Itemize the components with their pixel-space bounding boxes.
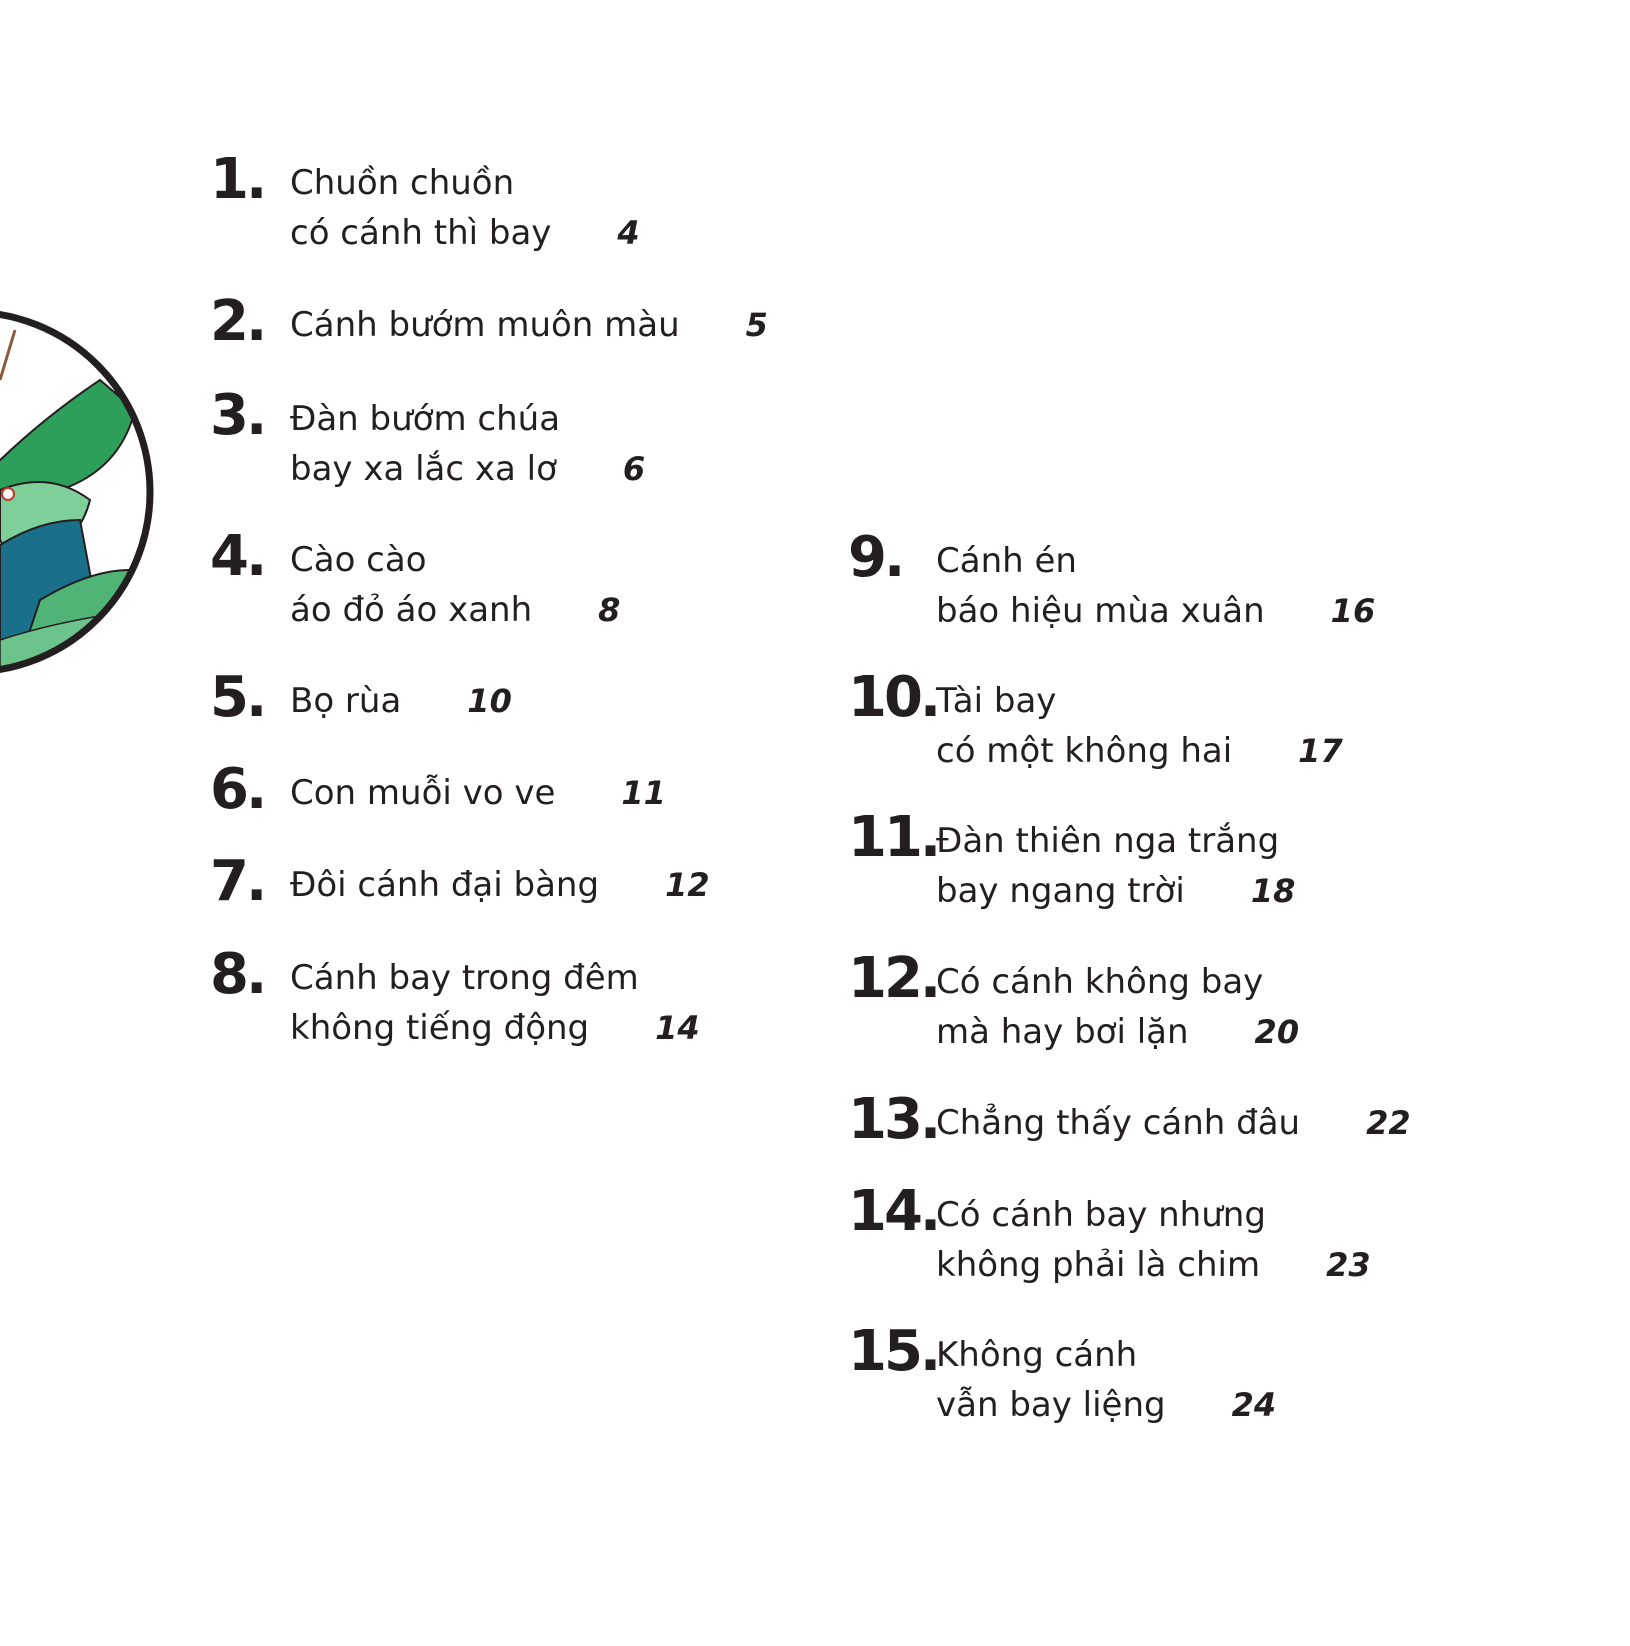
toc-title — [290, 158, 640, 258]
illustration-content — [0, 300, 170, 700]
toc-title-line-text: Đôi cánh đại bàng — [290, 865, 600, 905]
toc-number: 3. — [210, 383, 265, 448]
toc-title-line: Cánh én — [936, 541, 1077, 581]
toc-title — [290, 676, 512, 726]
toc-title-line-text: có cánh thì bay — [290, 213, 552, 253]
toc-title-line: Không cánh — [936, 1335, 1138, 1375]
toc-title-line — [936, 1007, 1299, 1057]
toc-page-number: 17 — [1298, 732, 1343, 770]
toc-title-line-text: Cánh bướm muôn màu — [290, 305, 680, 345]
toc-title — [290, 860, 710, 910]
toc-page-number: 11 — [621, 774, 666, 812]
toc-title — [936, 536, 1375, 636]
toc-title — [936, 1190, 1371, 1290]
insect-illustration-vignette — [0, 0, 170, 720]
toc-title — [290, 300, 768, 350]
toc-title — [290, 394, 645, 494]
toc-title-line — [290, 1003, 700, 1053]
toc-title — [936, 957, 1299, 1057]
toc-title-line — [290, 860, 710, 910]
toc-page-number: 8 — [598, 591, 621, 629]
toc-title-line — [290, 300, 768, 350]
toc-title — [290, 535, 620, 635]
toc-page-number: 18 — [1250, 872, 1296, 910]
toc-title-line-text: áo đỏ áo xanh — [290, 590, 533, 630]
toc-page-number: 6 — [622, 450, 646, 488]
toc-title-line-text: bay xa lắc xa lơ — [290, 449, 557, 489]
toc-number: 9. — [848, 525, 903, 590]
toc-title — [936, 1098, 1411, 1148]
toc-number: 4. — [210, 524, 265, 589]
toc-page-number: 16 — [1330, 592, 1376, 630]
toc-title-line — [936, 1098, 1411, 1148]
toc-page-number: 23 — [1326, 1246, 1371, 1284]
toc-number: 7. — [210, 849, 265, 914]
toc-page-number: 24 — [1231, 1386, 1277, 1424]
toc-title-line-text: bay ngang trời — [936, 871, 1185, 911]
toc-number: 13. — [848, 1087, 939, 1152]
toc-number: 5. — [210, 665, 265, 730]
toc-title-line: Đàn thiên nga trắng — [936, 821, 1280, 861]
toc-page-number: 14 — [655, 1009, 700, 1047]
toc-page-number: 20 — [1254, 1013, 1300, 1051]
toc-title — [936, 1330, 1276, 1430]
toc-title-line — [936, 586, 1375, 636]
toc-number: 1. — [210, 147, 265, 212]
toc-title-line-text: không phải là chim — [936, 1245, 1261, 1285]
toc-title-line-text: Chẳng thấy cánh đâu — [936, 1103, 1301, 1143]
toc-number: 10. — [848, 665, 939, 730]
toc-title-line — [290, 676, 512, 726]
toc-number: 14. — [848, 1179, 939, 1244]
toc-title-line: Cào cào — [290, 540, 427, 580]
toc-title-line — [290, 444, 645, 494]
toc-title-line — [936, 1240, 1371, 1290]
toc-title — [936, 676, 1343, 776]
toc-title-line: Tài bay — [936, 681, 1057, 721]
toc-title-line: Chuồn chuồn — [290, 163, 515, 203]
toc-title-line — [290, 585, 620, 635]
toc-page-number: 12 — [665, 866, 710, 904]
toc-title-line — [290, 768, 666, 818]
toc-title-line-text: Bọ rùa — [290, 681, 402, 721]
toc-title-line-text: có một không hai — [936, 731, 1233, 771]
toc-title — [936, 816, 1295, 916]
toc-page-number: 4 — [617, 214, 640, 252]
toc-title-line: Có cánh bay nhưng — [936, 1195, 1266, 1235]
toc-title-line-text: báo hiệu mùa xuân — [936, 591, 1265, 631]
toc-title-line — [936, 726, 1343, 776]
toc-number: 12. — [848, 946, 939, 1011]
toc-number: 8. — [210, 942, 265, 1007]
toc-number: 2. — [210, 289, 265, 354]
toc-page-number: 5 — [745, 306, 768, 344]
toc-title-line-text: không tiếng động — [290, 1008, 590, 1048]
toc-title-line: Đàn bướm chúa — [290, 399, 561, 439]
toc-title-line: Có cánh không bay — [936, 962, 1264, 1002]
toc-title-line: Cánh bay trong đêm — [290, 958, 639, 998]
toc-title-line — [290, 208, 640, 258]
toc-title — [290, 768, 666, 818]
toc-title-line-text: Con muỗi vo ve — [290, 773, 556, 813]
toc-page-number: 22 — [1366, 1104, 1411, 1142]
toc-title-line — [936, 1380, 1276, 1430]
toc-title-line-text: vẫn bay liệng — [936, 1385, 1166, 1425]
toc-number: 11. — [848, 805, 939, 870]
toc-title-line — [936, 866, 1295, 916]
toc-title-line-text: mà hay bơi lặn — [936, 1012, 1189, 1052]
toc-number: 6. — [210, 757, 265, 822]
toc-number: 15. — [848, 1319, 939, 1384]
toc-page-number: 10 — [467, 682, 512, 720]
toc-title — [290, 953, 700, 1053]
